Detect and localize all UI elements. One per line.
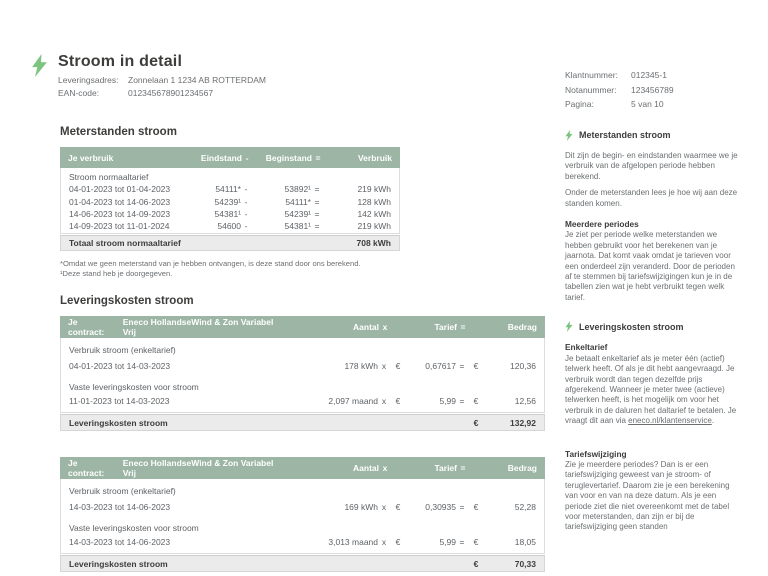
meterstanden-table-body: [60, 168, 400, 234]
euro-sign: €: [395, 537, 401, 547]
col-x: x: [382, 463, 388, 473]
notanummer-value: 123456789: [631, 84, 674, 95]
table-row: 14-03-2023 tot 14-06-2023 3,013 maand x € 5,99 = € 18,05: [69, 537, 536, 547]
col-equals: =: [315, 152, 321, 163]
contract-name: Eneco HollandseWind & Zon Variabel Vrij: [122, 458, 274, 478]
table-total-row: [60, 555, 545, 572]
total-value: 132,92: [510, 417, 536, 428]
total-label: Totaal stroom normaaltarief: [69, 238, 181, 248]
footnote-berekend: *Omdat we geen meterstand van je hebben ontvangen, is deze stand door ons berekend.: [60, 259, 361, 268]
euro-sign: €: [473, 537, 479, 547]
notanummer-label: Notanummer:: [565, 84, 617, 95]
sidebar-paragraph: Je ziet per periode welke meterstanden we hebben gebruikt voor het berekenen van je jaarnota. Dat komt vaak omdat je tarieven voor een onderdeel zijn veranderd. Door de perioden af te stemmen bij tariefswijzigingen kun je in de tabellen zien wat je hebt verbruikt tegen welk tarief.: [565, 230, 735, 302]
col-beginstand: Beginstand: [265, 152, 312, 163]
footnote-doorgegeven: ¹Deze stand heb je doorgegeven.: [60, 269, 173, 278]
col-tarief: Tarief: [434, 322, 457, 332]
table-row: 11-01-2023 tot 14-03-2023 2,097 maand x € 5,99 = € 12,56: [69, 396, 536, 406]
col-tarief: Tarief: [434, 463, 457, 473]
col-eindstand: Eindstand: [200, 152, 242, 163]
meterstanden-table-header: [60, 147, 400, 168]
col-aantal: Aantal: [353, 463, 379, 473]
sidebar-heading-meterstanden: Meterstanden stroom: [565, 130, 743, 141]
invoice-meta: [565, 68, 674, 112]
col-aantal: Aantal: [353, 322, 379, 332]
sidebar-heading-leveringskosten: Leveringskosten stroom: [565, 321, 743, 332]
total-label: Leveringskosten stroom: [69, 558, 168, 569]
contract-table-header: [60, 457, 545, 479]
group-label-row: Vaste leveringskosten voor stroom: [69, 382, 199, 392]
lightning-icon: [565, 130, 573, 141]
col-je-verbruik: Je verbruik: [68, 152, 114, 163]
ean-code-label: EAN-code:: [58, 88, 100, 98]
sidebar-paragraph: Je betaalt enkeltarief als je meter één (actief) telwerk heeft. Of als je dit hebt aangevraagd. Je verbruik wordt dan tegen dezelfde prijs afgerekend. Wanneer je meter twee (actieve) telwerken heeft, is het mogelijk om voor het verbruik in de daluren het daltarief te betalen. Je vraagt dit aan via eneco.nl/klantenservice.: [565, 353, 737, 426]
col-verbruik: Verbruik: [357, 152, 392, 163]
contract-label: Je contract:: [68, 317, 105, 337]
col-equals: =: [460, 322, 466, 332]
sidebar-paragraph: Zie je meerdere periodes? Dan is er een tariefswijziging geweest van je stroom- of teruglevertarief. Daarom zie je een berekening van voor en van na deze datum. Als je een periode ziet die niet overeenkomt met de tabel voor meterstanden, dan zijn er bij de tariefswijziging geen standen: [565, 459, 730, 532]
total-value: 708 kWh: [356, 238, 391, 248]
sidebar-paragraph: Onder de meterstanden lees je hoe wij aan deze standen komen.: [565, 188, 738, 208]
total-label: Leveringskosten stroom: [69, 417, 168, 428]
euro-sign: €: [473, 501, 479, 512]
euro-sign: €: [395, 396, 401, 406]
col-x: x: [382, 322, 388, 332]
table-row: 14-06-2023 tot 14-09-2023 54381¹ - 54239¹ = 142 kWh: [69, 209, 391, 220]
euro-sign: €: [473, 396, 479, 406]
klantenservice-link[interactable]: eneco.nl/klantenservice: [628, 416, 712, 426]
sidebar-subheading-meerdere-periodes: Meerdere periodes: [565, 219, 639, 230]
table-body: [60, 338, 545, 413]
ean-code-value: 012345678901234567: [128, 88, 214, 98]
euro-sign: €: [395, 501, 401, 512]
document-header: [31, 52, 266, 100]
main-content: [60, 126, 545, 572]
contract-label: Je contract:: [68, 458, 105, 478]
klantnummer-label: Klantnummer:: [565, 70, 618, 80]
col-equals: =: [460, 463, 466, 473]
meterstanden-total-row: [60, 235, 400, 251]
leveringsadres-label: Leveringsadres:: [58, 75, 119, 85]
sidebar-paragraph: Dit zijn de begin- en eindstanden waarmee we je verbruik van de afgelopen periode hebben berekend.: [565, 151, 738, 181]
table-row: 04-01-2023 tot 01-04-2023 54111* - 53892¹ = 219 kWh: [69, 184, 391, 195]
euro-sign: €: [395, 360, 401, 371]
leveringskosten-table-1: [60, 316, 545, 431]
sidebar-subheading-tariefswijziging: Tariefswijziging: [565, 448, 627, 459]
lightning-icon: [31, 54, 48, 77]
table-total-row: [60, 414, 545, 431]
euro-sign: €: [473, 558, 479, 569]
contract-name: Eneco HollandseWind & Zon Variabel Vrij: [122, 317, 274, 337]
total-value: 70,33: [514, 558, 536, 569]
footnotes: [60, 259, 545, 279]
meterstanden-table: [60, 147, 400, 251]
table-row: 14-03-2023 tot 14-06-2023 169 kWh x € 0,30935 = € 52,28: [69, 501, 536, 512]
euro-sign: €: [473, 417, 479, 428]
group-label-row: Verbruik stroom (enkeltarief): [69, 486, 176, 496]
klantnummer-value: 012345-1: [631, 70, 667, 80]
col-bedrag: Bedrag: [507, 463, 537, 473]
sidebar-subheading-enkeltarief: Enkeltarief: [565, 342, 608, 353]
leveringskosten-section-title: Leveringskosten stroom: [60, 295, 194, 307]
table-row: 01-04-2023 tot 14-06-2023 54239¹ - 54111* = 128 kWh: [69, 196, 391, 207]
pagina-value: 5 van 10: [631, 99, 664, 109]
group-label-row: Verbruik stroom (enkeltarief): [69, 345, 176, 355]
table-row: 14-09-2023 tot 11-01-2024 54600 - 54381¹ = 219 kWh: [69, 220, 391, 231]
table-body: [60, 479, 545, 554]
col-minus: -: [245, 152, 249, 163]
page-title: Stroom in detail: [58, 53, 183, 70]
pagina-label: Pagina:: [565, 99, 594, 109]
col-bedrag: Bedrag: [507, 322, 537, 332]
leveringsadres-value: Zonnelaan 1 1234 AB ROTTERDAM: [128, 75, 266, 85]
group-label-row: Stroom normaaltarief: [69, 172, 149, 182]
group-label-row: Vaste leveringskosten voor stroom: [69, 523, 199, 533]
euro-sign: €: [473, 360, 479, 371]
meterstanden-section-title: Meterstanden stroom: [60, 126, 177, 138]
lightning-icon: [565, 321, 573, 332]
contract-table-header: [60, 316, 545, 338]
leveringskosten-table-2: [60, 457, 545, 572]
table-row: 04-01-2023 tot 14-03-2023 178 kWh x € 0,67617 = € 120,36: [69, 360, 536, 371]
explanation-sidebar: [565, 130, 743, 539]
